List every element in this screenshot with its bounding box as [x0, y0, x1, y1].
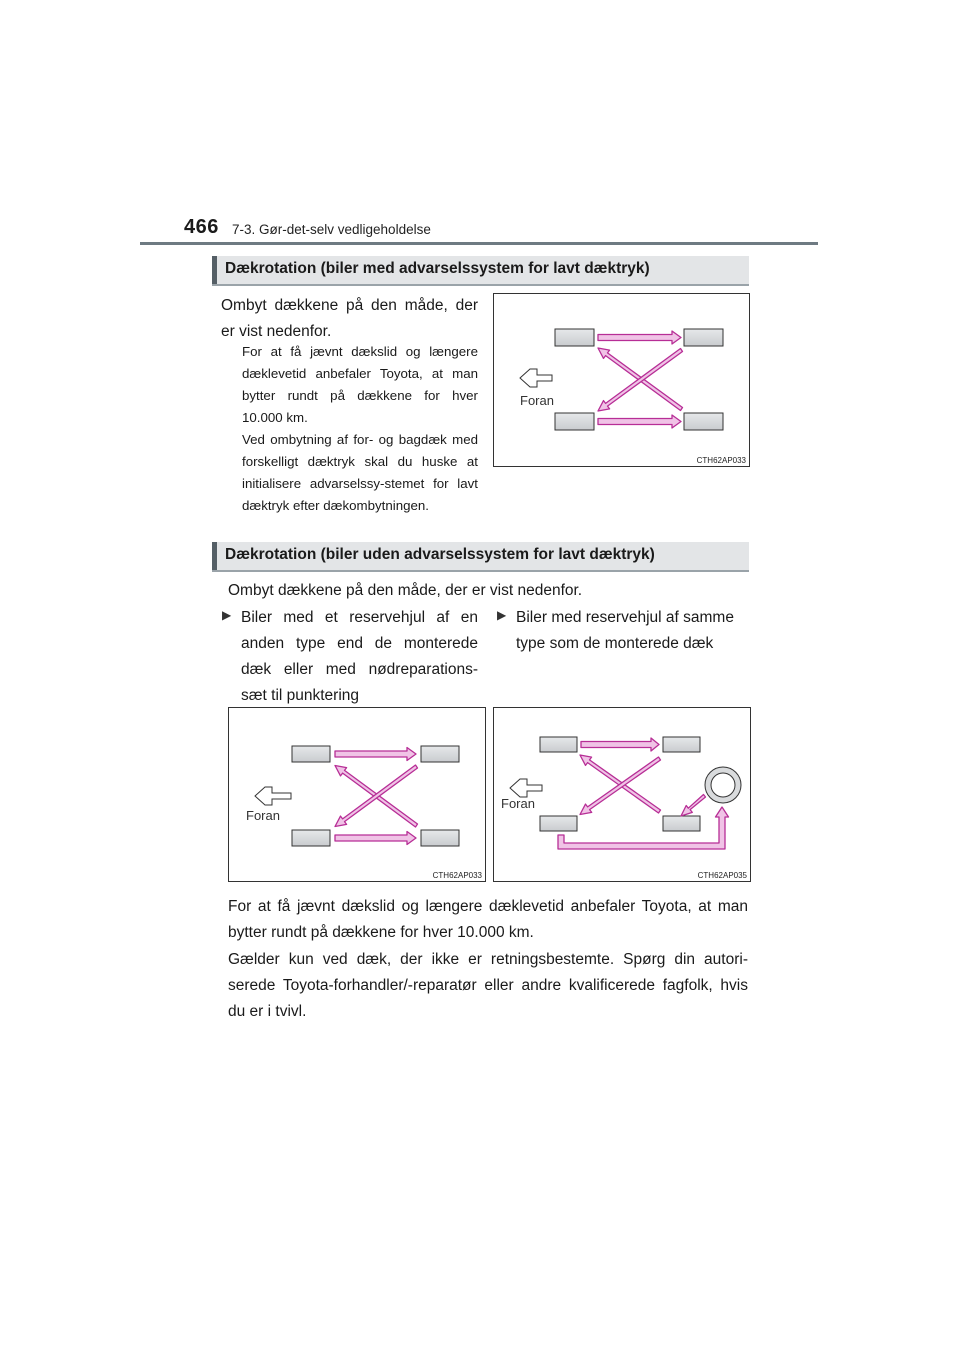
tire-rear-right — [421, 830, 459, 846]
figure-code: CTH62AP033 — [432, 871, 482, 880]
rotation-diagram-1 — [493, 293, 750, 467]
section-heading-without-tpws: Dækrotation (biler uden advarselssystem for lavt dæktryk) — [212, 542, 749, 572]
rotation-diagram-3 — [493, 707, 751, 882]
rotation-arrow-top — [581, 738, 659, 751]
tire-front-left — [555, 329, 594, 346]
rotation-diagram-2 — [228, 707, 486, 882]
front-direction-arrow-icon — [255, 787, 291, 805]
tire-rear-left — [663, 737, 700, 752]
header-rule — [140, 242, 818, 245]
rotation-arrow-bottom — [335, 832, 416, 845]
bullet-other-spare: ▶ Biler med et reservehjul af en anden type end de monterede dæk eller med nødreparations-sæt til punktering — [222, 608, 478, 704]
section2-intro: Ombyt dækkene på den måde, der er vist nedenfor. — [228, 582, 583, 599]
tire-rear-right — [663, 816, 700, 831]
tire-front-left — [540, 737, 577, 752]
rotation-arrow-top — [598, 331, 681, 344]
front-direction-arrow-icon — [510, 779, 542, 797]
tire-front-right — [292, 830, 330, 846]
tire-front-right — [540, 816, 577, 831]
section2-para-directional-tires: Gælder kun ved dæk, der ikke er retningsbestemte. Spørg din autori-serede Toyota-forhandler/-reparatør eller andre kvalificerede fagfolk, hvis du er i tvivl. — [228, 951, 748, 1020]
rotation-arrow-top — [335, 748, 416, 761]
section2-para-rotation-interval: For at få jævnt dækslid og længere dæklevetid anbefaler Toyota, at man bytter rundt på dækkene for hver 10.000 km. — [228, 898, 748, 941]
section1-intro: Ombyt dækkene på den måde, der er vist nedenfor. — [221, 297, 478, 340]
tire-rear-right — [684, 413, 723, 430]
rotation-arrow-spare-to-rear — [681, 795, 706, 817]
tire-front-right — [555, 413, 594, 430]
chapter-title: 7-3. Gør-det-selv vedligeholdelse — [232, 222, 431, 237]
front-label: Foran — [501, 796, 535, 811]
spare-tire-hub — [711, 773, 735, 797]
tire-rear-left — [421, 746, 459, 762]
tire-rear-left — [684, 329, 723, 346]
bullet-same-spare: ▶ Biler med reservehjul af samme type som de monterede dæk — [497, 608, 734, 652]
page-number: 466 — [184, 216, 219, 238]
bullet-marker-icon: ▶ — [222, 608, 232, 622]
section1-note-rotation-interval: For at få jævnt dækslid og længere dæklevetid anbefaler Toyota, at man bytter rundt på dækkene for hver 10.000 km. — [242, 344, 478, 425]
front-label: Foran — [246, 808, 280, 823]
front-direction-arrow-icon — [520, 369, 552, 387]
bullet-marker-icon: ▶ — [497, 608, 507, 622]
tire-front-left — [292, 746, 330, 762]
rotation-arrow-bottom — [598, 415, 681, 428]
figure-code: CTH62AP035 — [697, 871, 747, 880]
section-heading-with-tpws: Dækrotation (biler med advarselssystem for lavt dæktryk) — [212, 256, 749, 286]
section1-note-initialize: Ved ombytning af for- og bagdæk med forskelligt dæktryk skal du huske at initialisere advarselssy-stemet for lavt dæktryk efter dækombytningen. — [242, 432, 478, 513]
front-label: Foran — [520, 393, 554, 408]
figure-code: CTH62AP033 — [696, 456, 746, 465]
